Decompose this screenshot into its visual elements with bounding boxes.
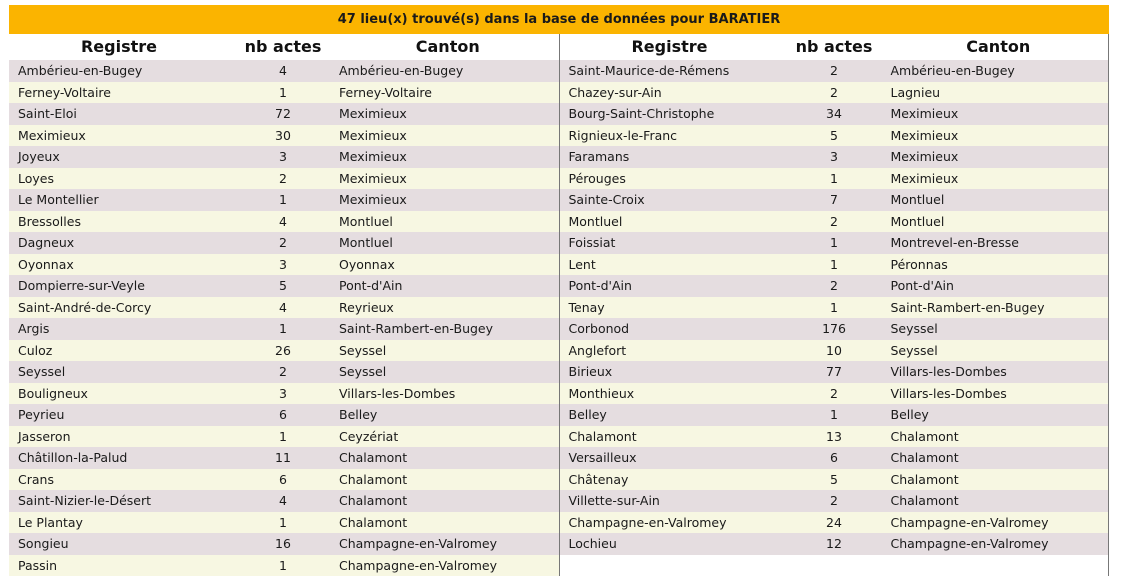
registre-link[interactable]: Peyrieu [18, 407, 65, 422]
canton-cell: Chalamont [890, 471, 959, 487]
registre-link[interactable]: Châtillon-la-Palud [18, 450, 128, 465]
table-row [9, 383, 559, 405]
registre-link[interactable]: Saint-André-de-Corcy [18, 299, 152, 315]
nb-actes-cell: 1 [830, 235, 838, 250]
table-row [560, 232, 1109, 254]
nb-actes-cell: 1 [830, 407, 838, 422]
nb-actes-cell: 11 [275, 450, 291, 465]
nb-actes-cell: 77 [826, 364, 842, 379]
registre-link[interactable]: Corbonod [568, 321, 630, 336]
canton-cell: Seyssel [339, 364, 387, 379]
canton-cell: Meximieux [890, 106, 959, 121]
canton-cell: Chalamont [339, 514, 408, 530]
canton-cell: Meximieux [339, 192, 407, 207]
nb-actes-cell: 4 [279, 63, 287, 78]
canton-cell: Chalamont [890, 493, 959, 508]
nb-actes-cell: 2 [830, 213, 838, 229]
registre-link[interactable]: Champagne-en-Valromey [568, 514, 727, 530]
table-row [9, 361, 559, 383]
nb-actes-cell: 5 [279, 278, 287, 293]
canton-cell: Meximieux [339, 106, 407, 121]
registre-link[interactable]: Tenay [568, 299, 605, 315]
canton-cell: Montrevel-en-Bresse [890, 235, 1019, 250]
canton-cell: Meximieux [339, 170, 407, 186]
canton-cell: Chalamont [890, 450, 959, 465]
registre-link[interactable]: Saint-Nizier-le-Désert [18, 493, 152, 508]
canton-cell: Chalamont [339, 450, 408, 465]
registre-link[interactable]: Lent [568, 256, 596, 272]
left-table-body [9, 60, 559, 576]
canton-cell: Ambérieu-en-Bugey [890, 63, 1015, 78]
table-row [560, 146, 1109, 168]
canton-cell: Champagne-en-Valromey [890, 514, 1049, 530]
nb-actes-cell: 1 [279, 321, 287, 336]
canton-cell: Seyssel [890, 342, 938, 358]
table-row [9, 404, 559, 426]
canton-cell: Belley [890, 407, 929, 422]
canton-cell: Lagnieu [890, 84, 941, 100]
table-row [560, 168, 1109, 190]
registre-link[interactable]: Saint-Eloi [18, 106, 77, 121]
nb-actes-cell: 2 [830, 84, 838, 100]
table-row [9, 189, 559, 211]
nb-actes-cell: 16 [275, 536, 291, 551]
table-row [9, 254, 559, 276]
nb-actes-cell: 2 [279, 364, 287, 379]
header-canton: Canton [415, 37, 480, 56]
registre-link[interactable]: Le Plantay [18, 514, 83, 530]
nb-actes-cell: 1 [279, 557, 287, 573]
registre-link[interactable]: Sainte-Croix [568, 192, 645, 207]
nb-actes-cell: 176 [822, 321, 846, 336]
header-registre: Registre [631, 37, 708, 56]
nb-actes-cell: 10 [826, 342, 842, 358]
canton-cell: Champagne-en-Valromey [890, 536, 1049, 551]
nb-actes-cell: 1 [279, 84, 287, 100]
registre-link[interactable]: Ferney-Voltaire [18, 84, 111, 100]
nb-actes-cell: 3 [830, 149, 838, 164]
registre-link[interactable]: Pérouges [568, 170, 626, 186]
header-registre: Registre [80, 37, 158, 56]
table-row [560, 103, 1109, 125]
nb-actes-cell: 1 [279, 192, 287, 207]
canton-cell: Pont-d'Ain [339, 278, 403, 293]
nb-actes-cell: 26 [275, 342, 291, 358]
nb-actes-cell: 2 [830, 493, 838, 508]
table-row [9, 340, 559, 362]
nb-actes-cell: 12 [826, 536, 842, 551]
nb-actes-cell: 30 [275, 127, 291, 143]
right-table-body [560, 60, 1109, 555]
canton-cell: Saint-Rambert-en-Bugey [339, 321, 494, 336]
nb-actes-cell: 1 [279, 514, 287, 530]
nb-actes-cell: 24 [826, 514, 842, 530]
registre-link[interactable]: Faramans [568, 149, 630, 164]
table-row [560, 533, 1109, 555]
nb-actes-cell: 34 [826, 106, 842, 121]
table-row [560, 82, 1109, 104]
registre-link[interactable]: Le Montellier [18, 192, 99, 207]
canton-cell: Meximieux [890, 149, 959, 164]
table-row [9, 297, 559, 319]
canton-cell: Ceyzériat [339, 428, 399, 444]
registre-link[interactable]: Birieux [568, 364, 613, 379]
canton-cell: Reyrieux [339, 299, 394, 315]
table-header [560, 34, 1109, 60]
canton-cell: Champagne-en-Valromey [339, 536, 498, 551]
registre-link[interactable]: Dompierre-sur-Veyle [18, 278, 145, 293]
nb-actes-cell: 4 [279, 493, 287, 508]
nb-actes-cell: 1 [279, 428, 287, 444]
nb-actes-cell: 3 [279, 256, 287, 272]
nb-actes-cell: 6 [279, 471, 287, 487]
nb-actes-cell: 5 [830, 471, 838, 487]
nb-actes-cell: 2 [830, 63, 838, 78]
table-row [9, 469, 559, 491]
registre-link[interactable]: Chalamont [568, 428, 637, 444]
results-banner: 47 lieu(x) trouvé(s) dans la base de données pour BARATIER [9, 5, 1109, 34]
table-row [560, 383, 1109, 405]
canton-cell: Ferney-Voltaire [339, 84, 432, 100]
canton-cell: Meximieux [890, 170, 959, 186]
canton-cell: Montluel [339, 235, 393, 250]
table-row [560, 254, 1109, 276]
table-row [560, 211, 1109, 233]
table-row [9, 60, 559, 82]
registre-link[interactable]: Lochieu [568, 536, 617, 551]
nb-actes-cell: 7 [830, 192, 838, 207]
table-row [560, 275, 1109, 297]
table-row [560, 426, 1109, 448]
registre-link[interactable]: Joyeux [18, 149, 60, 164]
header-canton: Canton [966, 37, 1031, 56]
nb-actes-cell: 6 [279, 407, 287, 422]
canton-cell: Oyonnax [339, 256, 395, 272]
canton-cell: Péronnas [890, 256, 948, 272]
table-row [9, 146, 559, 168]
registre-link[interactable]: Passin [18, 557, 58, 573]
canton-cell: Villars-les-Dombes [890, 364, 1007, 379]
canton-cell: Saint-Rambert-en-Bugey [890, 299, 1045, 315]
nb-actes-cell: 1 [830, 256, 838, 272]
table-row [9, 168, 559, 190]
nb-actes-cell: 6 [830, 450, 838, 465]
canton-cell: Chalamont [339, 471, 408, 487]
registre-link[interactable]: Argis [18, 321, 50, 336]
table-row [560, 189, 1109, 211]
table-header [9, 34, 559, 60]
right-results-table [560, 34, 1110, 576]
nb-actes-cell: 4 [279, 213, 287, 229]
canton-cell: Chalamont [890, 428, 959, 444]
nb-actes-cell: 2 [830, 385, 838, 401]
nb-actes-cell: 3 [279, 149, 287, 164]
canton-cell: Seyssel [339, 342, 387, 358]
table-row [9, 555, 559, 577]
nb-actes-cell: 2 [279, 170, 287, 186]
nb-actes-cell: 2 [279, 235, 287, 250]
canton-cell: Montluel [339, 213, 393, 229]
registre-link[interactable]: Chazey-sur-Ain [568, 84, 662, 100]
registre-link[interactable]: Songieu [18, 536, 69, 551]
nb-actes-cell: 2 [830, 278, 838, 293]
registre-link[interactable]: Anglefort [568, 342, 627, 358]
registre-link[interactable]: Rignieux-le-Franc [568, 127, 678, 143]
registre-link[interactable]: Châtenay [568, 471, 629, 487]
registre-link[interactable]: Montluel [568, 213, 623, 229]
table-row [560, 490, 1109, 512]
registre-link[interactable]: Ambérieu-en-Bugey [18, 63, 143, 78]
registre-link[interactable]: Villette-sur-Ain [568, 493, 660, 508]
canton-cell: Ambérieu-en-Bugey [339, 63, 464, 78]
registre-link[interactable]: Versailleux [568, 450, 637, 465]
nb-actes-cell: 4 [279, 299, 287, 315]
table-row [9, 533, 559, 555]
registre-link[interactable]: Bressolles [18, 213, 81, 229]
canton-cell: Meximieux [890, 127, 959, 143]
registre-link[interactable]: Seyssel [18, 364, 66, 379]
registre-link[interactable]: Dagneux [18, 235, 75, 250]
canton-cell: Champagne-en-Valromey [339, 557, 498, 573]
canton-cell: Meximieux [339, 127, 407, 143]
table-row [560, 447, 1109, 469]
results-tables [9, 34, 1109, 576]
registre-link[interactable]: Loyes [18, 170, 54, 186]
header-nb-actes: nb actes [795, 37, 873, 56]
canton-cell: Villars-les-Dombes [890, 385, 1007, 401]
table-row [9, 490, 559, 512]
table-row [560, 297, 1109, 319]
left-results-table [9, 34, 560, 576]
registre-link[interactable]: Foissiat [568, 235, 616, 250]
registre-link[interactable]: Saint-Maurice-de-Rémens [568, 63, 730, 78]
table-row [9, 103, 559, 125]
table-row [9, 447, 559, 469]
table-row [9, 125, 559, 147]
registre-link[interactable]: Bouligneux [18, 385, 88, 401]
canton-cell: Belley [339, 407, 378, 422]
nb-actes-cell: 5 [830, 127, 838, 143]
table-row [560, 125, 1109, 147]
registre-link[interactable]: Oyonnax [18, 256, 74, 272]
nb-actes-cell: 72 [275, 106, 291, 121]
table-row [560, 512, 1109, 534]
table-row [9, 232, 559, 254]
table-row [560, 318, 1109, 340]
canton-cell: Seyssel [890, 321, 938, 336]
registre-link[interactable]: Belley [568, 407, 607, 422]
registre-link[interactable]: Culoz [18, 342, 53, 358]
registre-link[interactable]: Bourg-Saint-Christophe [568, 106, 715, 121]
header-nb-actes: nb actes [244, 37, 322, 56]
nb-actes-cell: 1 [830, 170, 838, 186]
canton-cell: Pont-d'Ain [890, 278, 954, 293]
registre-link[interactable]: Pont-d'Ain [568, 278, 632, 293]
registre-link[interactable]: Jasseron [18, 428, 71, 444]
registre-link[interactable]: Monthieux [568, 385, 635, 401]
registre-link[interactable]: Meximieux [18, 127, 86, 143]
results-container [9, 5, 1109, 576]
nb-actes-cell: 1 [830, 299, 838, 315]
table-row [560, 404, 1109, 426]
canton-cell: Meximieux [339, 149, 407, 164]
nb-actes-cell: 13 [826, 428, 842, 444]
table-row [560, 60, 1109, 82]
table-row [560, 469, 1109, 491]
canton-cell: Montluel [890, 192, 945, 207]
table-row [9, 275, 559, 297]
table-row [9, 426, 559, 448]
table-row [560, 340, 1109, 362]
table-row [9, 512, 559, 534]
nb-actes-cell: 3 [279, 385, 287, 401]
canton-cell: Montluel [890, 213, 945, 229]
canton-cell: Villars-les-Dombes [339, 385, 456, 401]
table-row [560, 361, 1109, 383]
table-row [9, 211, 559, 233]
canton-cell: Chalamont [339, 493, 408, 508]
registre-link[interactable]: Crans [18, 471, 54, 487]
table-row [9, 82, 559, 104]
table-row [9, 318, 559, 340]
